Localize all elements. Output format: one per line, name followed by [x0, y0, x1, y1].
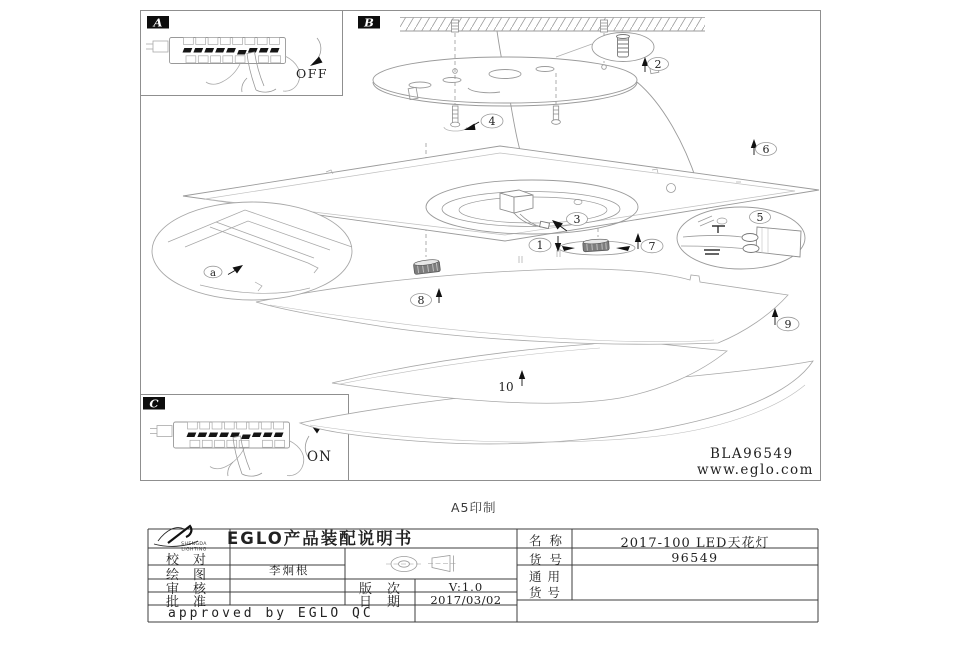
- version-value: V:1.0: [448, 580, 484, 594]
- name-value: 2017-100 LED天花灯: [620, 535, 770, 551]
- terminal-detail-bubble: [677, 207, 805, 269]
- callout-8: 8: [417, 294, 425, 307]
- switch-off-diagram: [146, 38, 323, 93]
- off-arrow: [310, 57, 323, 67]
- switch-on-diagram: [150, 422, 304, 476]
- badge-b-letter: B: [364, 15, 374, 30]
- sku-label: 货号: [529, 551, 571, 567]
- row-label-review: 审核: [166, 582, 221, 597]
- callout-6: 6: [762, 143, 770, 156]
- off-label: OFF: [296, 66, 329, 81]
- common-sku-label-1: 通用: [529, 568, 567, 584]
- product-code: BLA96549: [710, 446, 794, 462]
- doc-title: EGLO产品装配说明书: [227, 529, 414, 548]
- logo-line1: SHENGDA: [181, 542, 207, 547]
- drawer-name: 李炯根: [269, 563, 310, 577]
- diffuser-sheets: [256, 269, 813, 444]
- date-label: 日期: [359, 595, 416, 610]
- projection-symbol: [386, 556, 457, 572]
- version-label: 版次: [359, 582, 416, 597]
- callout-3: 3: [573, 213, 581, 226]
- callout-a: a: [210, 268, 216, 279]
- common-sku-label-2: 货号: [529, 584, 567, 600]
- logo-line2: LIGHTING: [181, 547, 207, 553]
- mounting-plate: [373, 57, 659, 106]
- row-label-approve: 批准: [166, 595, 221, 610]
- callout-9: 9: [784, 318, 792, 331]
- approved-note: approved by EGLO QC: [168, 606, 374, 621]
- on-label: ON: [307, 449, 332, 465]
- callout-2: 2: [654, 58, 662, 71]
- badge-a-letter: A: [153, 15, 163, 30]
- print-note: A5印制: [451, 500, 497, 515]
- callout-1: 1: [536, 239, 544, 252]
- anchor-detail-bubble: [556, 33, 654, 62]
- sku-value: 96549: [671, 550, 719, 565]
- callout-10: 10: [498, 380, 514, 394]
- corner-detail-bubble: [152, 202, 352, 300]
- callout-5: 5: [756, 211, 764, 224]
- row-label-draw: 绘图: [166, 568, 221, 583]
- badge-c-letter: C: [149, 396, 159, 411]
- callout-4: 4: [488, 115, 496, 128]
- ceiling-hatch: [400, 18, 705, 32]
- name-label: 名称: [529, 533, 571, 548]
- date-value: 2017/03/02: [430, 592, 502, 607]
- callout-7: 7: [648, 240, 656, 253]
- website: www.eglo.com: [697, 462, 814, 478]
- row-label-proof: 校对: [166, 553, 221, 568]
- sheet-9: [256, 269, 788, 344]
